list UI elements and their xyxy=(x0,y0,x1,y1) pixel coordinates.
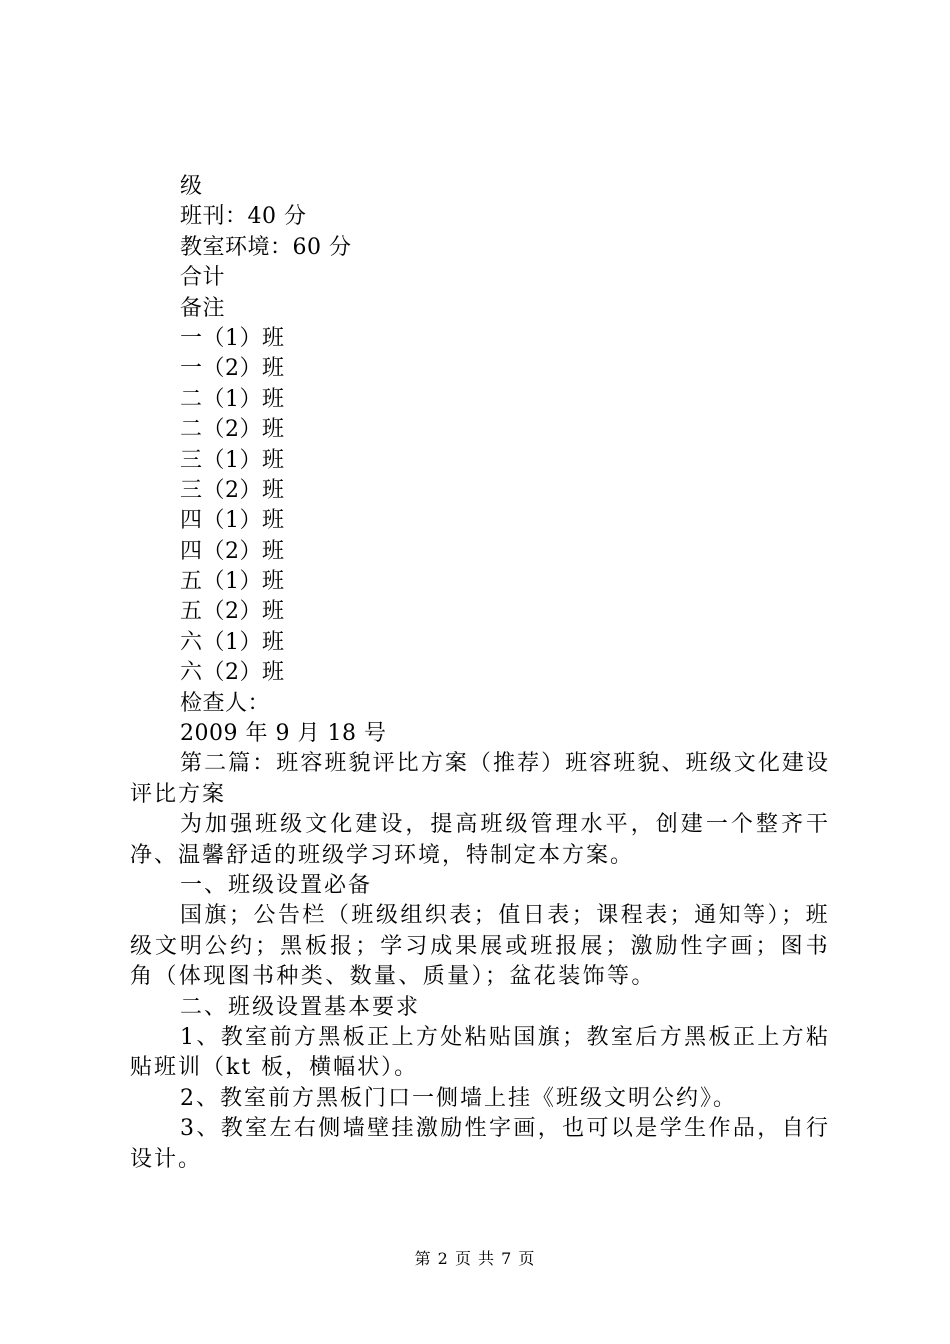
class-row: 四（2）班 xyxy=(180,538,285,564)
text-line: 级 xyxy=(180,174,203,199)
page-footer: 第 2 页 共 7 页 xyxy=(414,1249,536,1268)
date-line: 2009 年 9 月 18 号 xyxy=(180,721,387,747)
paragraph: 2、教室前方黑板门口一侧墙上挂《班级文明公约》。 xyxy=(180,1085,737,1111)
class-row: 三（1）班 xyxy=(180,447,285,473)
paragraph: 1、教室前方黑板正上方处粘贴国旗；教室后方黑板正上方粘贴班训（kt 板，横幅状）。 xyxy=(130,1025,830,1081)
paragraph: 3、教室左右侧墙壁挂激励性字画，也可以是学生作品，自行设计。 xyxy=(130,1116,830,1172)
class-row: 六（2）班 xyxy=(180,660,285,686)
class-row: 四（1）班 xyxy=(180,508,285,534)
text-line: 教室环境：60 分 xyxy=(180,234,352,260)
document-body xyxy=(130,172,830,1175)
class-row: 五（2）班 xyxy=(180,599,285,625)
paragraph: 国旗；公告栏（班级组织表；值日表；课程表；通知等）；班级文明公约；黑板报；学习成果展或班报展；激励性字画；图书角（体现图书种类、数量、质量）；盆花装饰等。 xyxy=(130,903,830,990)
section-heading: 第二篇：班容班貌评比方案（推荐）班容班貌、班级文化建设评比方案 xyxy=(130,751,830,807)
subheading: 一、班级设置必备 xyxy=(180,873,373,899)
class-row: 一（2）班 xyxy=(180,356,285,382)
class-row: 一（1）班 xyxy=(180,325,285,351)
text-line: 备注 xyxy=(180,295,226,321)
paragraph: 为加强班级文化建设，提高班级管理水平，创建一个整齐干净、温馨舒适的班级学习环境，特制定本方案。 xyxy=(130,812,830,868)
inspector-label: 检查人： xyxy=(180,690,271,716)
text-line: 班刊：40 分 xyxy=(180,204,307,230)
class-row: 二（1）班 xyxy=(180,386,285,412)
text-line: 合计 xyxy=(180,265,226,291)
class-row: 五（1）班 xyxy=(180,569,285,595)
class-row: 三（2）班 xyxy=(180,477,285,503)
class-row: 六（1）班 xyxy=(180,629,285,655)
subheading: 二、班级设置基本要求 xyxy=(180,994,421,1020)
class-row: 二（2）班 xyxy=(180,417,285,443)
